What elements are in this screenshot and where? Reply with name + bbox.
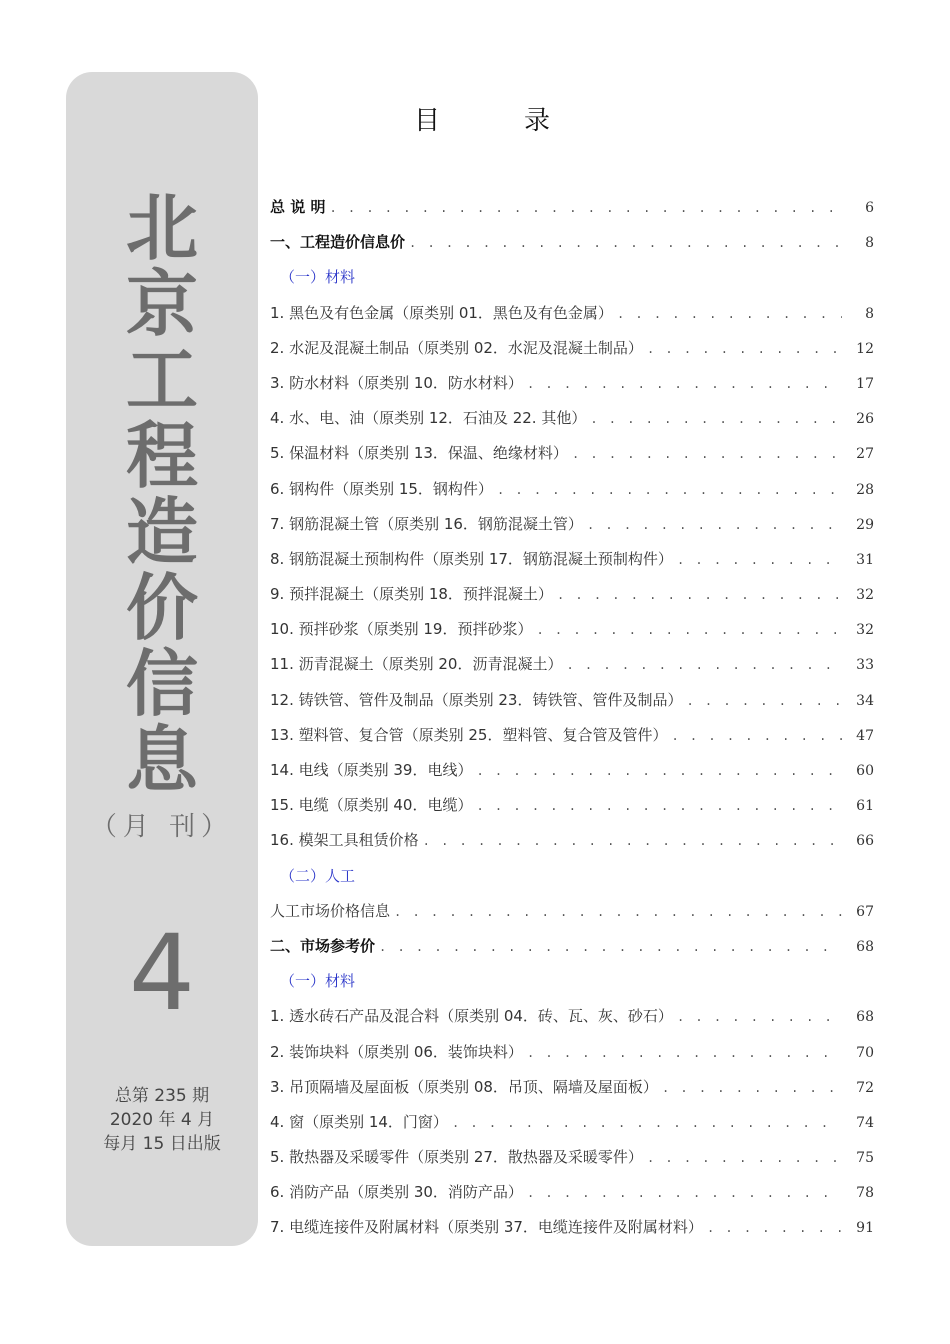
- magazine-subtitle: （月 刊）: [90, 812, 234, 842]
- toc-entry-page: 17: [856, 375, 874, 392]
- toc-leader-dots: [647, 342, 842, 356]
- toc-entry-page: 26: [856, 411, 874, 428]
- toc-entry[interactable]: [270, 653, 874, 688]
- toc-entry-label: 4. 水、电、油（原类别 12．石油及 22. 其他）: [270, 409, 587, 428]
- toc-entry[interactable]: [270, 478, 874, 513]
- toc-entry-page: 75: [856, 1150, 874, 1167]
- toc-leader-dots: [527, 1046, 842, 1060]
- toc-entry[interactable]: [270, 1111, 874, 1146]
- toc-entry-page: 27: [856, 446, 874, 463]
- toc-heading: [414, 100, 550, 137]
- toc-entry-page: 12: [856, 340, 874, 357]
- toc-leader-dots: [677, 1010, 842, 1024]
- toc-entry[interactable]: [270, 618, 874, 653]
- toc-entry-page: 61: [856, 798, 874, 815]
- toc-leader-dots: [671, 729, 842, 743]
- toc-heading-right: 录: [524, 106, 551, 136]
- toc-entry-label: 13. 塑料管、复合管（原类别 25．塑料管、复合管及管件）: [270, 725, 668, 744]
- magazine-title-char: 北: [125, 186, 198, 270]
- toc-entry-label: 4. 窗（原类别 14．门窗）: [270, 1112, 448, 1131]
- toc-leader-dots: [707, 1221, 842, 1235]
- toc-leader-dots: [686, 694, 842, 708]
- toc-section-heading: [270, 865, 874, 900]
- toc-entry[interactable]: [270, 1181, 874, 1216]
- toc-entry-page: 32: [856, 587, 874, 604]
- toc-entry-label: 6. 钢构件（原类别 15．钢构件）: [270, 479, 493, 498]
- issue-number: 4: [128, 912, 196, 1034]
- toc-leader-dots: [423, 834, 842, 848]
- toc-leader-dots: [617, 307, 842, 321]
- toc-entry-label: 一、工程造价信息价: [270, 233, 406, 252]
- toc-entry-label: 5. 散热器及采暖零件（原类别 27．散热器及采暖零件）: [270, 1148, 643, 1167]
- toc-entry-label: 3. 吊顶隔墙及屋面板（原类别 08．吊顶、隔墙及屋面板）: [270, 1077, 658, 1096]
- toc-entry[interactable]: [270, 1076, 874, 1111]
- toc-leader-dots: [394, 905, 842, 919]
- toc-entry-page: 34: [856, 692, 874, 709]
- toc-section-heading: [270, 970, 874, 1005]
- toc-leader-dots: [497, 483, 842, 497]
- toc-entry-label: 14. 电线（原类别 39．电线）: [270, 761, 473, 779]
- toc-entry-page: 78: [856, 1185, 874, 1202]
- toc-entry[interactable]: [270, 1216, 874, 1251]
- issue-info: [66, 1084, 258, 1156]
- toc-entry[interactable]: [270, 900, 874, 935]
- toc-entry-label: 二、市场参考价: [270, 936, 376, 955]
- toc-leader-dots: [476, 764, 842, 778]
- toc-entry-label: 7. 钢筋混凝土管（原类别 16．钢筋混凝土管）: [270, 514, 583, 533]
- toc-entry[interactable]: [270, 583, 874, 618]
- toc-entry[interactable]: [270, 442, 874, 477]
- toc-entry-label: （一）材料: [280, 268, 356, 287]
- toc-entry-label: 16. 模架工具租赁价格: [270, 831, 419, 850]
- toc-section-heading: [270, 266, 874, 301]
- toc-entry[interactable]: [270, 407, 874, 442]
- toc-entry-label: 10. 预拌砂浆（原类别 19．预拌砂浆）: [270, 620, 533, 639]
- toc-entry-page: 8: [865, 235, 874, 252]
- magazine-title: [66, 186, 258, 802]
- toc-entry-page: 74: [856, 1114, 874, 1131]
- toc-entry-page: 70: [856, 1044, 874, 1061]
- toc-entry[interactable]: [270, 302, 874, 337]
- toc-entry-label: 1. 黑色及有色金属（原类别 01．黑色及有色金属）: [270, 303, 613, 322]
- toc-entry-label: 3. 防水材料（原类别 10．防水材料）: [270, 373, 523, 392]
- toc-entry[interactable]: [270, 689, 874, 724]
- toc-entry-label: 8. 钢筋混凝土预制构件（原类别 17．钢筋混凝土预制构件）: [270, 549, 673, 568]
- toc-leader-dots: [409, 236, 842, 250]
- magazine-title-char: 造: [125, 490, 198, 574]
- toc-entry[interactable]: [270, 231, 874, 266]
- toc-entry-label: 1. 透水砖石产品及混合料（原类别 04．砖、瓦、灰、砂石）: [270, 1007, 673, 1026]
- toc-entry-label: 2. 装饰块料（原类别 06．装饰块料）: [270, 1042, 523, 1061]
- toc-entry-page: 66: [856, 833, 874, 850]
- toc-entry-label: 15. 电缆（原类别 40．电缆）: [270, 796, 473, 815]
- toc-entry-label: 9. 预拌混凝土（原类别 18．预拌混凝土）: [270, 585, 553, 604]
- toc-entry[interactable]: [270, 337, 874, 372]
- toc-leader-dots: [527, 377, 842, 391]
- toc-entry[interactable]: [270, 829, 874, 864]
- toc-entry-label: 11. 沥青混凝土（原类别 20．沥青混凝土）: [270, 655, 563, 674]
- toc-entry-page: 60: [856, 763, 874, 779]
- toc-leader-dots: [587, 518, 842, 532]
- toc-leader-dots: [329, 201, 842, 215]
- toc-entry[interactable]: [270, 724, 874, 759]
- toc-entry[interactable]: [270, 1146, 874, 1181]
- toc-leader-dots: [662, 1081, 842, 1095]
- magazine-title-char: 信: [125, 642, 198, 726]
- toc-entry[interactable]: [270, 196, 874, 231]
- toc-leader-dots: [527, 1186, 842, 1200]
- toc-entry-page: 72: [856, 1079, 874, 1096]
- toc-entry[interactable]: [270, 935, 874, 970]
- toc-entry-page: 28: [856, 481, 874, 498]
- toc-entry[interactable]: [270, 1041, 874, 1076]
- toc-entry[interactable]: [270, 513, 874, 548]
- toc-entry-label: 6. 消防产品（原类别 30．消防产品）: [270, 1183, 523, 1202]
- toc-leader-dots: [536, 623, 842, 637]
- toc-entry-page: 8: [865, 305, 874, 322]
- issue-date: 2020 年 4 月: [109, 1110, 215, 1130]
- toc-leader-dots: [452, 1116, 842, 1130]
- toc-entry[interactable]: [270, 372, 874, 407]
- toc-entry-label: 人工市场价格信息: [270, 901, 391, 920]
- toc-leader-dots: [557, 588, 842, 602]
- toc-entry-page: 33: [856, 657, 874, 674]
- toc-entry-label: 12. 铸铁管、管件及制品（原类别 23．铸铁管、管件及制品）: [270, 690, 683, 709]
- toc-leader-dots: [572, 447, 842, 461]
- toc-entry-label: （二）人工: [280, 866, 356, 885]
- toc-entry-page: 91: [856, 1220, 874, 1237]
- toc-leader-dots: [476, 799, 842, 813]
- toc-leader-dots: [566, 658, 842, 672]
- magazine-title-char: 工: [125, 338, 198, 422]
- toc-leader-dots: [379, 940, 842, 954]
- issue-serial: 总第 235 期: [114, 1086, 210, 1106]
- toc-leader-dots: [590, 412, 842, 426]
- table-of-contents: [270, 196, 874, 1252]
- toc-entry-page: 29: [856, 516, 874, 533]
- toc-entry-label: 5. 保温材料（原类别 13．保温、绝缘材料）: [270, 444, 568, 463]
- toc-entry-label: 总 说 明: [270, 198, 326, 216]
- toc-entry[interactable]: [270, 548, 874, 583]
- toc-entry-page: 32: [856, 622, 874, 639]
- toc-entry-label: 2. 水泥及混凝土制品（原类别 02．水泥及混凝土制品）: [270, 338, 643, 357]
- publication-schedule: 每月 15 日出版: [103, 1134, 221, 1154]
- toc-heading-left: 目: [414, 106, 441, 136]
- toc-entry-label: 7. 电缆连接件及附属材料（原类别 37．电缆连接件及附属材料）: [270, 1218, 703, 1237]
- toc-leader-dots: [647, 1151, 842, 1165]
- cover-sidebar: [66, 72, 258, 1246]
- magazine-title-char: 京: [125, 262, 198, 346]
- toc-entry-label: （一）材料: [280, 972, 356, 991]
- magazine-title-char: 程: [125, 414, 198, 498]
- toc-leader-dots: [677, 553, 842, 567]
- toc-entry[interactable]: [270, 1005, 874, 1040]
- magazine-title-char: 息: [125, 718, 198, 802]
- toc-entry[interactable]: [270, 759, 874, 794]
- toc-entry-page: 47: [856, 727, 874, 744]
- toc-entry-page: 6: [865, 200, 874, 216]
- toc-entry-page: 67: [856, 903, 874, 920]
- magazine-title-char: 价: [125, 566, 198, 650]
- toc-entry-page: 31: [856, 551, 874, 568]
- toc-entry[interactable]: [270, 794, 874, 829]
- toc-entry-page: 68: [856, 938, 874, 955]
- toc-entry-page: 68: [856, 1009, 874, 1026]
